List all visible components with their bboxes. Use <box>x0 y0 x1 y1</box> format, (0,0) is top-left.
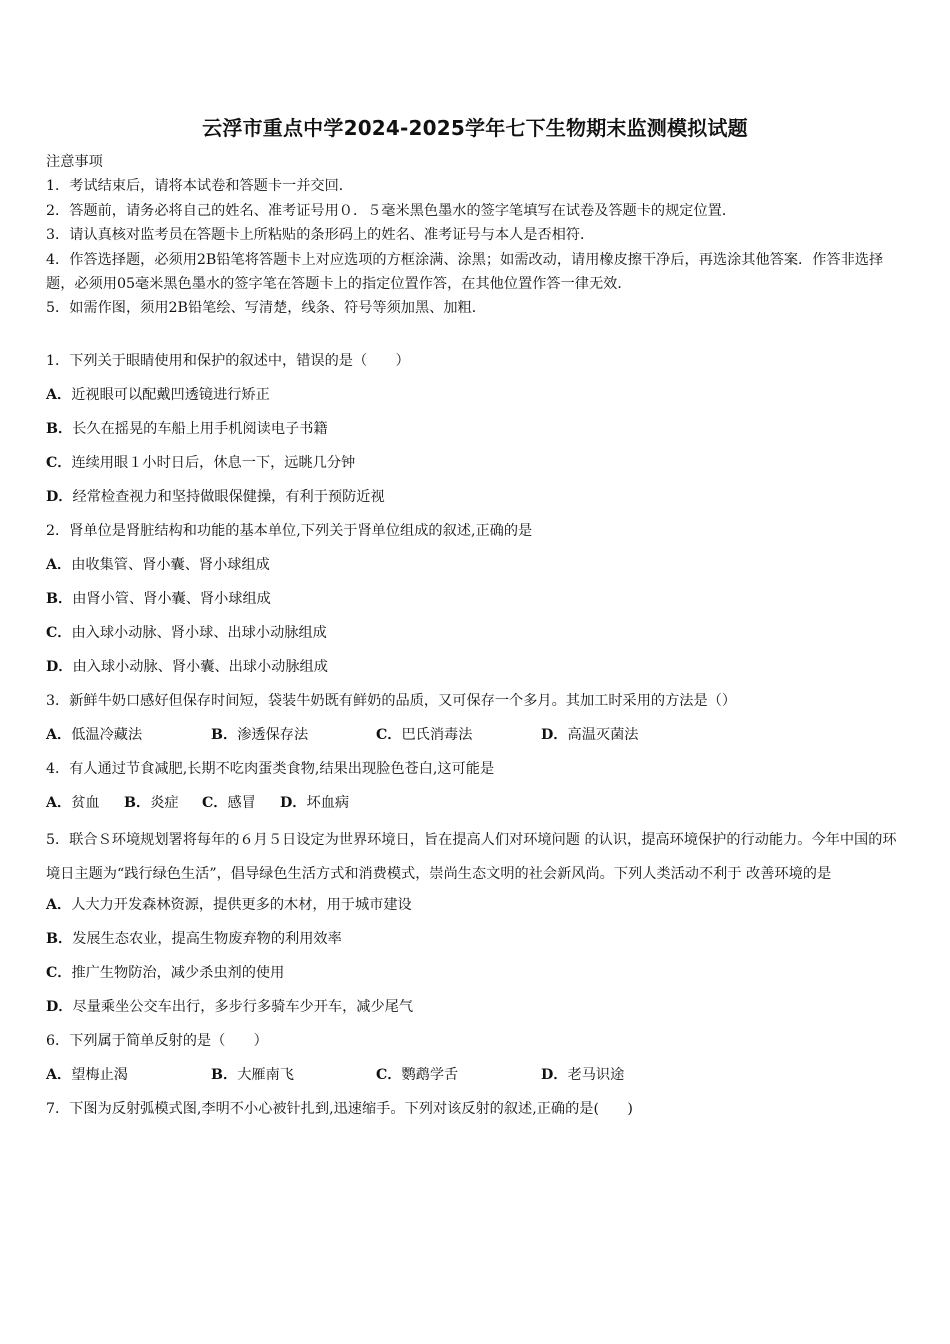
option-text: 望梅止渴 <box>71 1067 128 1083</box>
option-label: D． <box>46 999 73 1015</box>
notice-item: 4．作答选择题，必须用2B铅笔将答题卡上对应选项的方框涂满、涂黑；如需改动，请用橡皮擦干净后，再选涂其他答案．作答非选择题，必须用05毫米黑色墨水的签字笔在答题卡上的指定位置作答，在其他位置作答一律无效． <box>46 251 884 293</box>
question-stem-4: 4．有人通过节食减肥,长期不吃肉蛋类食物,结果出现脸色苍白,这可能是 <box>46 761 495 777</box>
option-label: B． <box>46 421 73 437</box>
option-label: B． <box>211 727 238 743</box>
option-text: 尽量乘坐公交车出行，多步行多骑车少开车，减少尾气 <box>72 999 414 1015</box>
question-stem-3: 3．新鲜牛奶口感好但保存时间短，袋装牛奶既有鲜奶的品质，又可保存一个多月。其加工时采用的方法是（） <box>46 693 737 709</box>
inline-option <box>211 1061 376 1089</box>
notice-item: 5．如需作图，须用2B铅笔绘、写清楚，线条、符号等须加黑、加粗． <box>46 300 486 317</box>
option-label: C． <box>46 965 72 981</box>
question-stem-2: 2．肾单位是肾脏结构和功能的基本单位,下列关于肾单位组成的叙述,正确的是 <box>46 523 533 539</box>
notice-item: 1．考试结束后，请将本试卷和答题卡一并交回． <box>46 178 353 195</box>
option-label: A． <box>46 727 72 743</box>
notice-section <box>46 150 908 321</box>
option-text: 高温灭菌法 <box>567 727 639 743</box>
option-text: 由收集管、肾小囊、肾小球组成 <box>71 557 270 573</box>
option-row <box>46 381 910 415</box>
option-label: B． <box>46 591 73 607</box>
option-label: B． <box>211 1067 238 1083</box>
option-label: D． <box>541 1067 568 1083</box>
notice-item: 2．答题前，请务必将自己的姓名、准考证号用０．５毫米黑色墨水的签字笔填写在试卷及答题卡的规定位置． <box>46 202 737 219</box>
option-row <box>46 891 910 925</box>
inline-option-row <box>46 721 910 755</box>
option-row <box>46 585 910 619</box>
notice-item: 3．请认真核对监考员在答题卡上所粘贴的条形码上的姓名、准考证号与本人是否相符． <box>46 227 595 244</box>
inline-option <box>541 721 638 749</box>
option-label: A． <box>46 897 72 913</box>
option-row <box>46 483 910 517</box>
inline-option <box>211 721 376 749</box>
inline-option <box>46 721 211 749</box>
option-text: 由肾小管、肾小囊、肾小球组成 <box>72 591 271 607</box>
page-title: 云浮市重点中学2024-2025学年七下生物期末监测模拟试题 <box>202 116 748 140</box>
option-text: 大雁南飞 <box>237 1067 294 1083</box>
option-text: 由入球小动脉、肾小球、出球小动脉组成 <box>71 625 327 641</box>
option-label: B． <box>124 795 151 811</box>
option-row <box>46 925 910 959</box>
option-text: 近视眼可以配戴凹透镜进行矫正 <box>71 387 270 403</box>
inline-option <box>280 789 349 817</box>
question-stem-7: 7．下图为反射弧模式图,李明不小心被针扎到,迅速缩手。下列对该反射的叙述,正确的是( ) <box>46 1101 633 1117</box>
option-label: A． <box>46 557 72 573</box>
option-label: A． <box>46 1067 72 1083</box>
option-text: 推广生物防治，减少杀虫剂的使用 <box>71 965 285 981</box>
inline-option-row <box>46 1061 910 1095</box>
option-label: A． <box>46 795 72 811</box>
option-text: 老马识途 <box>567 1067 625 1083</box>
option-text: 感冒 <box>227 795 256 811</box>
option-label: B． <box>46 931 73 947</box>
option-text: 人大力开发森林资源，提供更多的木材，用于城市建设 <box>71 897 412 913</box>
option-label: D． <box>541 727 568 743</box>
option-text: 由入球小动脉、肾小囊、出球小动脉组成 <box>72 659 328 675</box>
option-text: 炎症 <box>150 795 179 811</box>
option-row <box>46 959 910 993</box>
inline-option-row <box>46 789 910 823</box>
option-row <box>46 993 910 1027</box>
option-text: 连续用眼１小时日后，休息一下，远眺几分钟 <box>71 455 356 471</box>
inline-option <box>46 789 124 817</box>
option-row <box>46 551 910 585</box>
option-text: 长久在摇晃的车船上用手机阅读电子书籍 <box>72 421 328 437</box>
inline-option <box>46 1061 211 1089</box>
inline-option <box>541 1061 624 1089</box>
option-text: 鹦鹉学舌 <box>401 1067 459 1083</box>
inline-option <box>376 1061 541 1089</box>
option-row <box>46 619 910 653</box>
option-label: D． <box>46 659 73 675</box>
option-text: 巴氏消毒法 <box>401 727 473 743</box>
option-text: 贫血 <box>71 795 100 811</box>
notice-heading: 注意事项 <box>46 154 103 170</box>
option-row <box>46 415 910 449</box>
option-label: D． <box>280 795 307 811</box>
option-label: A． <box>46 387 72 403</box>
option-label: C． <box>376 727 402 743</box>
option-text: 渗透保存法 <box>237 727 309 743</box>
question-stem-1: 1．下列关于眼睛使用和保护的叙述中，错误的是（ ） <box>46 353 410 369</box>
option-text: 经常检查视力和坚持做眼保健操，有利于预防近视 <box>72 489 385 505</box>
inline-option <box>124 789 202 817</box>
option-row <box>46 449 910 483</box>
option-label: C． <box>376 1067 402 1083</box>
option-text: 发展生态农业，提高生物废弃物的利用效率 <box>72 931 342 947</box>
option-row <box>46 653 910 687</box>
option-label: D． <box>46 489 73 505</box>
inline-option <box>202 789 280 817</box>
question-list <box>46 347 910 1129</box>
option-label: C． <box>202 795 228 811</box>
option-label: C． <box>46 625 72 641</box>
inline-option <box>376 721 541 749</box>
option-text: 低温冷藏法 <box>71 727 143 743</box>
question-stem-5: 5．联合Ｓ环境规划署将每年的６月５日设定为世界环境日，旨在提高人们对环境问题 的认识，提高环境保护的行动能力。今年中国的环境日主题为“践行绿色生活”，倡导绿色生活方式和消费模式，崇尚生态文明的社会新风尚。下列人类活动不利于 改善环境的是 <box>46 832 897 882</box>
option-label: C． <box>46 455 72 471</box>
option-text: 坏血病 <box>306 795 350 811</box>
question-stem-6: 6．下列属于简单反射的是（ ） <box>46 1033 268 1049</box>
